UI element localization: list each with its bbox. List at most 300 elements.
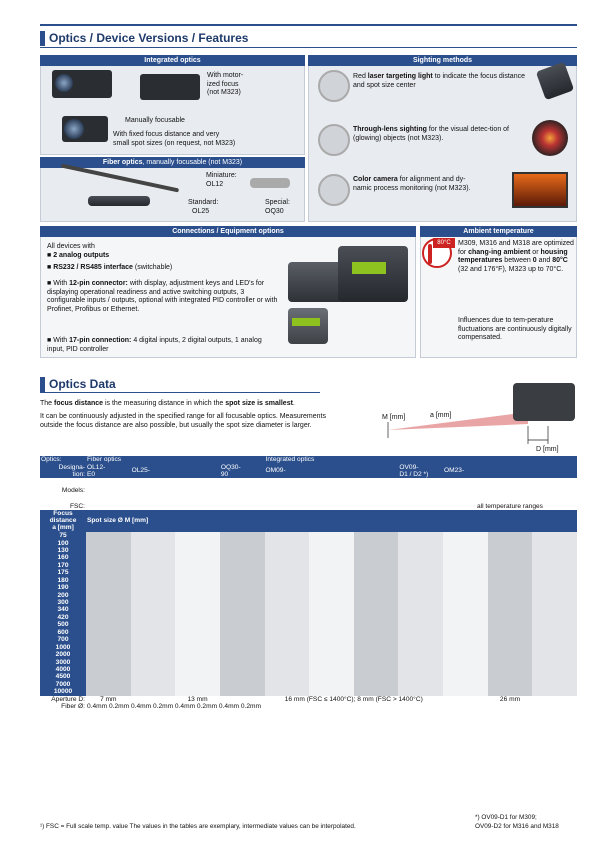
- spot-size-cell: [198, 636, 220, 643]
- spot-size-cell: [287, 621, 309, 628]
- spot-size-cell: [198, 614, 220, 621]
- spot-size-cell: [220, 636, 242, 643]
- fiber-head-image: [88, 196, 150, 206]
- spot-size-cell: [465, 643, 487, 650]
- spot-size-cell: [265, 532, 287, 539]
- spot-size-cell: [287, 539, 309, 546]
- footnote: ¹) FSC = Full scale temp. value The values in the tables are exemplary, intermediate values can be interpolated.: [40, 823, 356, 830]
- spot-size-cell: [488, 681, 510, 688]
- spot-size-cell: [331, 636, 353, 643]
- spot-size-cell: [86, 539, 108, 546]
- spot-size-cell: [153, 606, 175, 613]
- spot-size-cell: [555, 599, 577, 606]
- spot-size-cell: [376, 547, 398, 554]
- spot-size-cell: [510, 666, 532, 673]
- spot-size-cell: [86, 569, 108, 576]
- connections-intro: All devices with: [47, 243, 95, 250]
- spot-size-cell: [265, 636, 287, 643]
- section-title-optics: Optics / Device Versions / Features: [40, 31, 577, 46]
- spot-size-cell: [242, 606, 264, 613]
- spot-size-cell: [108, 554, 130, 561]
- focus-distance-value: 75: [40, 532, 86, 539]
- spot-size-cell: [220, 688, 242, 695]
- spot-size-cell: [175, 658, 197, 665]
- spot-size-cell: [309, 614, 331, 621]
- optics-table: [40, 456, 577, 710]
- spot-size-cell: [532, 666, 554, 673]
- spot-size-cell: [220, 658, 242, 665]
- spot-size-cell: [510, 614, 532, 621]
- spot-size-cell: [354, 636, 376, 643]
- temperature-badge: 80°C: [433, 238, 455, 248]
- spot-size-cell: [354, 621, 376, 628]
- spot-size-cell: [309, 673, 331, 680]
- spot-size-cell: [398, 532, 420, 539]
- spot-size-cell: [376, 666, 398, 673]
- color-camera-text: Color camera for alignment and dy-namic process monitoring (not M323).: [353, 176, 471, 192]
- device-body: [513, 383, 575, 421]
- spot-size-cell: [532, 584, 554, 591]
- spot-size-cell: [265, 681, 287, 688]
- spot-size-cell: [131, 591, 153, 598]
- spot-size-cell: [532, 599, 554, 606]
- fiber-diameter-values: 0.4mm 0.2mm 0.4mm 0.2mm 0.4mm 0.2mm 0.4mm 0.2mm: [87, 703, 262, 711]
- device-display: [292, 318, 320, 326]
- spot-size-cell: [510, 651, 532, 658]
- spot-size-cell: [198, 673, 220, 680]
- spot-size-cell: [265, 614, 287, 621]
- spot-size-cell: [198, 621, 220, 628]
- connections-bullet-4: ■ With 17-pin connection: 4 digital inputs, 2 digital outputs, 1 analog input, PID controller: [47, 337, 262, 353]
- manual-label: Manually focusable: [125, 117, 185, 124]
- spot-size-cell: [198, 547, 220, 554]
- spot-size-cell: [220, 629, 242, 636]
- spot-size-cell: [376, 688, 398, 695]
- spot-size-cell: [421, 554, 443, 561]
- spot-size-cell: [153, 547, 175, 554]
- spot-size-cell: [532, 688, 554, 695]
- spot-size-cell: [86, 651, 108, 658]
- spot-size-cell: [309, 547, 331, 554]
- spot-size-cell: [108, 651, 130, 658]
- spot-size-cell: [421, 643, 443, 650]
- spot-size-cell: [287, 643, 309, 650]
- spot-size-cell: [354, 681, 376, 688]
- spot-size-cell: [86, 562, 108, 569]
- spot-size-cell: [242, 666, 264, 673]
- spot-size-cell: [510, 688, 532, 695]
- spot-size-cell: [331, 539, 353, 546]
- spot-size-cell: [465, 651, 487, 658]
- footnote-ov09: *) OV09-D1 for M309; OV09-D2 for M316 and M318: [475, 814, 559, 830]
- spot-size-cell: [86, 688, 108, 695]
- spot-size-cell: [421, 562, 443, 569]
- spot-size-cell: [198, 681, 220, 688]
- spot-size-cell: [175, 554, 197, 561]
- spot-size-cell: [131, 673, 153, 680]
- spot-size-cell: [488, 658, 510, 665]
- spot-size-cell: [555, 629, 577, 636]
- spot-size-cell: [398, 658, 420, 665]
- spot-size-cell: [220, 621, 242, 628]
- spot-size-cell: [376, 591, 398, 598]
- spot-size-cell: [421, 577, 443, 584]
- models-label: Models:: [61, 486, 85, 494]
- spot-size-cell: [108, 643, 130, 650]
- spot-diagram: [378, 378, 578, 454]
- spot-size-cell: [242, 629, 264, 636]
- spot-size-cell: [86, 629, 108, 636]
- special-label: Special:: [265, 199, 290, 206]
- spot-size-cell: [131, 532, 153, 539]
- spot-size-cell: [465, 599, 487, 606]
- spot-size-cell: [309, 591, 331, 598]
- spot-size-cell: [175, 532, 197, 539]
- spot-size-cell: [421, 681, 443, 688]
- spot-size-cell: [287, 554, 309, 561]
- spot-size-cell: [354, 591, 376, 598]
- spot-size-cell: [421, 591, 443, 598]
- spot-size-cell: [465, 621, 487, 628]
- spot-size-cell: [398, 606, 420, 613]
- focus-distance-value: 340: [40, 606, 86, 613]
- focus-distance-value: 180: [40, 577, 86, 584]
- spot-size-cell: [242, 554, 264, 561]
- spot-size-cell: [153, 599, 175, 606]
- spot-size-cell: [242, 658, 264, 665]
- spot-size-cell: [198, 532, 220, 539]
- spot-size-cell: [488, 591, 510, 598]
- spot-size-cell: [331, 554, 353, 561]
- spot-size-cell: [220, 562, 242, 569]
- spot-size-cell: [108, 606, 130, 613]
- focus-distance-value: 2000: [40, 651, 86, 658]
- spot-size-cell: [265, 577, 287, 584]
- spot-size-cell: [398, 629, 420, 636]
- spot-size-cell: [131, 681, 153, 688]
- spot-size-cell: [265, 599, 287, 606]
- spot-size-cell: [220, 666, 242, 673]
- spot-size-cell: [108, 599, 130, 606]
- spot-size-cell: [242, 577, 264, 584]
- spot-size-cell: [108, 673, 130, 680]
- focus-distance-value: 4500: [40, 673, 86, 680]
- focus-distance-value: 300: [40, 599, 86, 606]
- spot-size-cell: [175, 547, 197, 554]
- spot-size-cell: [555, 643, 577, 650]
- spot-size-cell: [287, 599, 309, 606]
- connections-bullet-3: ■ With 12-pin connector: with display, adjustment keys and LED's for displaying operational readiness and active switching outputs, 3 configurable inputs / outputs, optional with integrated PID controller or with Profinet, Profibus or Ethernet.: [47, 280, 278, 313]
- spot-size-cell: [398, 673, 420, 680]
- spot-size-cell: [242, 636, 264, 643]
- spot-size-cell: [510, 562, 532, 569]
- spot-size-cell: [198, 554, 220, 561]
- spot-size-cell: [287, 629, 309, 636]
- spot-size-cell: [421, 658, 443, 665]
- spot-size-cell: [354, 643, 376, 650]
- spot-size-cell: [465, 547, 487, 554]
- aperture-label: Aperture D:: [51, 695, 85, 703]
- spot-size-cell: [242, 621, 264, 628]
- spot-size-cell: [398, 554, 420, 561]
- spot-size-cell: [555, 636, 577, 643]
- spot-size-cell: [220, 539, 242, 546]
- models-cell: [86, 478, 577, 502]
- spot-size-cell: [443, 614, 465, 621]
- spot-size-cell: [220, 643, 242, 650]
- spot-size-cell: [309, 562, 331, 569]
- device-image: [288, 262, 344, 302]
- spot-size-label: Spot size Ø M [mm]: [86, 510, 577, 532]
- spot-size-cell: [443, 584, 465, 591]
- aperture-value: 13 mm: [187, 695, 208, 703]
- spot-size-cell: [175, 606, 197, 613]
- intro-line-1: The focus distance is the measuring distance in which the spot size is smallest.: [40, 400, 295, 407]
- spot-size-cell: [398, 539, 420, 546]
- spot-size-cell: [265, 621, 287, 628]
- spot-size-cell: [220, 614, 242, 621]
- ambient-header: Ambient temperature: [420, 226, 577, 237]
- spot-size-cell: [198, 584, 220, 591]
- integrated-optics-group: Integrated optics: [265, 456, 578, 463]
- focus-distance-label: Focus distance a [mm]: [40, 510, 86, 532]
- spot-size-cell: [131, 666, 153, 673]
- spot-size-cell: [198, 606, 220, 613]
- spot-size-cell: [354, 651, 376, 658]
- spot-size-cell: [331, 562, 353, 569]
- spot-size-cell: [153, 621, 175, 628]
- spot-size-cell: [309, 606, 331, 613]
- optics-label: Optics:: [40, 456, 86, 463]
- spot-size-cell: [443, 658, 465, 665]
- spot-size-cell: [465, 569, 487, 576]
- spot-size-cell: [287, 547, 309, 554]
- spot-size-cell: [398, 599, 420, 606]
- spot-size-cell: [532, 554, 554, 561]
- spot-size-cell: [175, 591, 197, 598]
- spot-size-cell: [331, 666, 353, 673]
- spot-size-cell: [488, 554, 510, 561]
- focus-distance-value: 175: [40, 569, 86, 576]
- spot-size-cell: [555, 569, 577, 576]
- oq30-label: OQ30: [265, 208, 284, 215]
- focus-distance-value: 7000: [40, 681, 86, 688]
- fiber-head-image: [250, 178, 290, 188]
- spot-size-cell: [86, 666, 108, 673]
- fsc-all-ranges: all temperature ranges: [477, 502, 543, 510]
- spot-size-cell: [220, 569, 242, 576]
- spot-size-cell: [86, 621, 108, 628]
- spot-size-cell: [153, 591, 175, 598]
- spot-size-cell: [242, 569, 264, 576]
- spot-size-cell: [510, 621, 532, 628]
- spot-size-cell: [354, 532, 376, 539]
- spot-size-cell: [398, 577, 420, 584]
- aperture-value: 16 mm (FSC ≤ 1400°C); 8 mm (FSC > 1400°C): [284, 695, 423, 703]
- spot-size-cell: [131, 547, 153, 554]
- spot-size-cell: [287, 651, 309, 658]
- spot-size-cell: [331, 599, 353, 606]
- spot-size-cell: [532, 591, 554, 598]
- ol12-label: OL12: [206, 181, 224, 188]
- spot-size-cell: [198, 591, 220, 598]
- spot-size-cell: [175, 562, 197, 569]
- spot-size-cell: [443, 562, 465, 569]
- spot-size-cell: [309, 681, 331, 688]
- spot-size-cell: [555, 591, 577, 598]
- spot-size-cell: [242, 547, 264, 554]
- spot-size-cell: [220, 591, 242, 598]
- spot-size-cell: [376, 599, 398, 606]
- spot-size-cell: [265, 673, 287, 680]
- spot-size-cell: [532, 532, 554, 539]
- aperture-value: 7 mm: [100, 695, 117, 703]
- spot-size-cell: [354, 569, 376, 576]
- spot-size-cell: [331, 621, 353, 628]
- spot-size-cell: [242, 539, 264, 546]
- camera-image: [140, 74, 200, 100]
- spot-size-cell: [354, 688, 376, 695]
- spot-size-cell: [220, 577, 242, 584]
- spot-size-cell: [488, 562, 510, 569]
- spot-size-cell: [555, 547, 577, 554]
- spot-size-cell: [131, 643, 153, 650]
- spot-size-cell: [443, 666, 465, 673]
- spot-size-cell: [309, 651, 331, 658]
- spot-size-cell: [153, 577, 175, 584]
- spot-size-cell: [309, 599, 331, 606]
- spot-size-cell: [354, 554, 376, 561]
- device-image: [288, 308, 328, 344]
- spot-size-cell: [532, 547, 554, 554]
- spot-size-cell: [131, 651, 153, 658]
- spot-size-cell: [175, 584, 197, 591]
- spot-size-cell: [555, 539, 577, 546]
- spot-size-cell: [265, 591, 287, 598]
- spot-size-cell: [465, 629, 487, 636]
- spot-size-cell: [108, 539, 130, 546]
- through-lens-text: Through-lens sighting for the visual detec-tion of (glowing) objects (not M323).: [353, 126, 509, 142]
- spot-size-cell: [175, 539, 197, 546]
- spot-size-cell: [131, 584, 153, 591]
- spot-size-cell: [108, 591, 130, 598]
- spot-size-cell: [131, 599, 153, 606]
- spot-size-cell: [376, 614, 398, 621]
- spot-size-cell: [555, 606, 577, 613]
- spot-size-cell: [242, 599, 264, 606]
- spot-size-cell: [153, 658, 175, 665]
- spot-size-cell: [465, 606, 487, 613]
- spot-size-cell: [309, 584, 331, 591]
- miniature-label: Miniature:: [206, 172, 237, 179]
- spot-size-cell: [443, 554, 465, 561]
- spot-size-cell: [354, 614, 376, 621]
- focus-distance-value: 200: [40, 591, 86, 598]
- spot-size-cell: [131, 577, 153, 584]
- spot-size-cell: [331, 569, 353, 576]
- spot-size-cell: [532, 636, 554, 643]
- spot-size-cell: [532, 606, 554, 613]
- designation-cell: OV09- D1 / D2 *): [398, 463, 443, 478]
- laser-text: Red laser targeting light to indicate the focus distance and spot size center: [353, 73, 525, 89]
- designation-cell: OM23-: [443, 463, 577, 478]
- focus-distance-value: 170: [40, 562, 86, 569]
- spot-size-cell: [331, 606, 353, 613]
- spot-size-cell: [131, 569, 153, 576]
- section-rule: [40, 47, 577, 48]
- spot-size-cell: [354, 629, 376, 636]
- spot-size-cell: [175, 569, 197, 576]
- spot-size-cell: [153, 562, 175, 569]
- spot-size-cell: [242, 591, 264, 598]
- spot-size-cell: [242, 614, 264, 621]
- spot-size-cell: [376, 606, 398, 613]
- spot-size-cell: [488, 584, 510, 591]
- spot-size-cell: [131, 658, 153, 665]
- spot-size-cell: [331, 614, 353, 621]
- spot-size-cell: [465, 532, 487, 539]
- spot-size-cell: [331, 629, 353, 636]
- spot-size-cell: [488, 666, 510, 673]
- spot-size-cell: [443, 681, 465, 688]
- spot-size-cell: [220, 673, 242, 680]
- spot-size-cell: [421, 539, 443, 546]
- spot-size-cell: [131, 554, 153, 561]
- spot-size-cell: [265, 562, 287, 569]
- spot-size-cell: [86, 599, 108, 606]
- spot-size-cell: [421, 651, 443, 658]
- focus-distance-value: 420: [40, 614, 86, 621]
- spot-size-cell: [376, 621, 398, 628]
- lens-icon: [55, 74, 73, 92]
- ol25-label: OL25: [192, 208, 210, 215]
- spot-size-cell: [354, 658, 376, 665]
- spot-size-cell: [131, 614, 153, 621]
- fixed-label: With fixed focus distance and very small spot sizes (on request, not M323): [113, 131, 236, 147]
- spot-size-cell: [108, 636, 130, 643]
- fiber-optics-header: Fiber optics, manually focusable (not M323): [40, 157, 305, 168]
- standard-label: Standard:: [188, 199, 219, 206]
- spot-size-cell: [265, 629, 287, 636]
- focus-distance-value: 100: [40, 539, 86, 546]
- spot-size-cell: [309, 569, 331, 576]
- intro-line-2: It can be continuously adjusted in the specified range for all focusable optics. Measurements outside the focus distance are also possible, but usually the spot size diameter is larger.: [40, 413, 326, 429]
- spot-size-cell: [287, 562, 309, 569]
- spot-size-cell: [86, 643, 108, 650]
- spot-size-cell: [376, 629, 398, 636]
- spot-size-cell: [398, 614, 420, 621]
- spot-size-cell: [465, 636, 487, 643]
- spot-size-cell: [376, 562, 398, 569]
- spot-size-cell: [421, 673, 443, 680]
- spot-size-cell: [555, 681, 577, 688]
- spot-size-cell: [220, 584, 242, 591]
- spot-size-cell: [220, 606, 242, 613]
- monitor-image: [512, 172, 568, 208]
- spot-size-cell: [220, 547, 242, 554]
- spot-size-cell: [465, 554, 487, 561]
- spot-size-cell: [532, 681, 554, 688]
- spot-size-cell: [532, 562, 554, 569]
- spot-size-cell: [354, 584, 376, 591]
- spot-size-cell: [86, 591, 108, 598]
- spot-size-cell: [421, 614, 443, 621]
- spot-size-cell: [265, 658, 287, 665]
- connections-bullet-1: ■ 2 analog outputs: [47, 252, 110, 259]
- spot-size-cell: [443, 688, 465, 695]
- spot-size-cell: [398, 681, 420, 688]
- spot-size-cell: [153, 666, 175, 673]
